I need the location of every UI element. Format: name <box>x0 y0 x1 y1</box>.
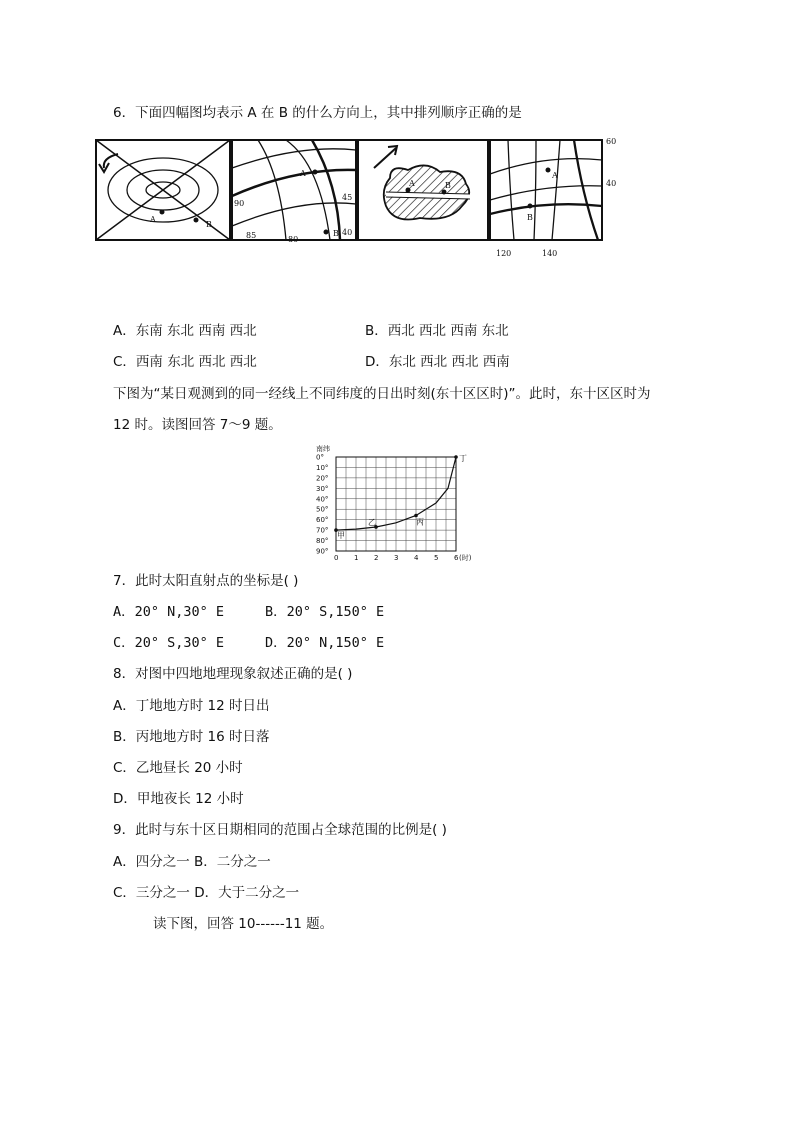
x-axis-label: (时) <box>459 554 472 562</box>
svg-text:85: 85 <box>246 231 257 240</box>
q7-option-b[interactable]: B．20° S,150° E <box>265 604 385 620</box>
y-tick-label: 20° <box>316 474 329 483</box>
p4-label-b: B <box>527 213 533 222</box>
svg-text:90: 90 <box>234 199 245 208</box>
data-point <box>454 455 458 459</box>
p4-label-a: A <box>552 171 558 180</box>
q6-option-d[interactable]: D．东北 西北 西北 西南 <box>365 354 510 370</box>
q8-option-d[interactable]: D．甲地夜长 12 小时 <box>113 791 244 807</box>
x-tick-label: 0 <box>334 554 339 562</box>
q7-option-a[interactable]: A．20° N,30° E <box>113 604 225 620</box>
x-tick-label: 2 <box>374 554 379 562</box>
intro-7-9-line2: 12 时。读图回答 7～9 题。 <box>113 417 282 433</box>
q7-option-c[interactable]: C．20° S,30° E <box>113 635 225 651</box>
q6-option-c[interactable]: C．西南 东北 西北 西北 <box>113 354 257 370</box>
y-tick-label: 40° <box>316 495 329 504</box>
p1-label-a: A <box>150 215 156 224</box>
q8-stem: 8．对图中四地地理现象叙述正确的是( ) <box>113 666 353 682</box>
intro-7-9-line1: 下图为“某日观测到的同一经线上不同纬度的日出时刻(东十区区时)”。此时，东十区区时为 <box>113 386 651 402</box>
q9-stem: 9．此时与东十区日期相同的范围占全球范围的比例是( ) <box>113 822 447 838</box>
y-tick-label: 70° <box>316 526 329 535</box>
svg-text:60: 60 <box>606 137 617 146</box>
q7-option-d[interactable]: D．20° N,150° E <box>265 635 385 651</box>
p3-label-a: A <box>409 179 415 188</box>
q7-stem: 7．此时太阳直射点的坐标是( ) <box>113 573 299 589</box>
p2-label-a: A <box>300 169 306 178</box>
point-label: 乙 <box>368 517 376 527</box>
x-tick-label: 6 <box>454 554 459 562</box>
point-label: 丙 <box>416 517 424 527</box>
sunrise-chart <box>312 441 502 563</box>
q6-panel-4 <box>490 137 616 258</box>
p1-label-b: B <box>206 220 212 229</box>
q6-figure <box>90 134 730 264</box>
q6-panel-3 <box>358 140 488 240</box>
p2-label-b: B <box>333 229 339 238</box>
q6-panel-2 <box>232 140 356 244</box>
y-tick-label: 0° <box>316 453 324 462</box>
x-tick-label: 1 <box>354 554 359 562</box>
svg-text:80: 80 <box>288 235 299 244</box>
svg-text:45: 45 <box>342 193 353 202</box>
y-tick-label: 50° <box>316 505 329 514</box>
q6-panel-1 <box>96 140 230 240</box>
q6-option-b[interactable]: B．西北 西北 西南 东北 <box>365 323 509 339</box>
y-axis-label: 南纬 <box>316 445 330 453</box>
y-tick-label: 60° <box>316 516 329 525</box>
q6-option-a[interactable]: A．东南 东北 西南 西北 <box>113 323 257 339</box>
point-label: 丁 <box>459 454 467 463</box>
q6-stem: 6．下面四幅图均表示 A 在 B 的什么方向上，其中排列顺序正确的是 <box>113 105 522 121</box>
svg-text:40: 40 <box>342 228 353 237</box>
x-tick-label: 4 <box>414 554 419 562</box>
q9-options-cd[interactable]: C．三分之一 D．大于二分之一 <box>113 885 300 901</box>
p3-label-b: B <box>445 181 451 190</box>
intro-10-11: 读下图，回答 10------11 题。 <box>153 916 334 932</box>
q8-option-a[interactable]: A．丁地地方时 12 时日出 <box>113 698 270 714</box>
q8-option-b[interactable]: B．丙地地方时 16 时日落 <box>113 729 270 745</box>
x-tick-label: 3 <box>394 554 399 562</box>
point-label: 甲 <box>337 531 345 541</box>
svg-text:140: 140 <box>542 249 558 258</box>
svg-text:40: 40 <box>606 179 617 188</box>
y-tick-label: 80° <box>316 537 329 546</box>
q9-options-ab[interactable]: A．四分之一 B．二分之一 <box>113 854 271 870</box>
x-tick-label: 5 <box>434 554 439 562</box>
svg-text:120: 120 <box>496 249 512 258</box>
y-tick-label: 30° <box>316 484 329 493</box>
q8-option-c[interactable]: C．乙地昼长 20 小时 <box>113 760 243 776</box>
y-tick-label: 10° <box>316 463 329 472</box>
y-tick-label: 90° <box>316 547 329 556</box>
